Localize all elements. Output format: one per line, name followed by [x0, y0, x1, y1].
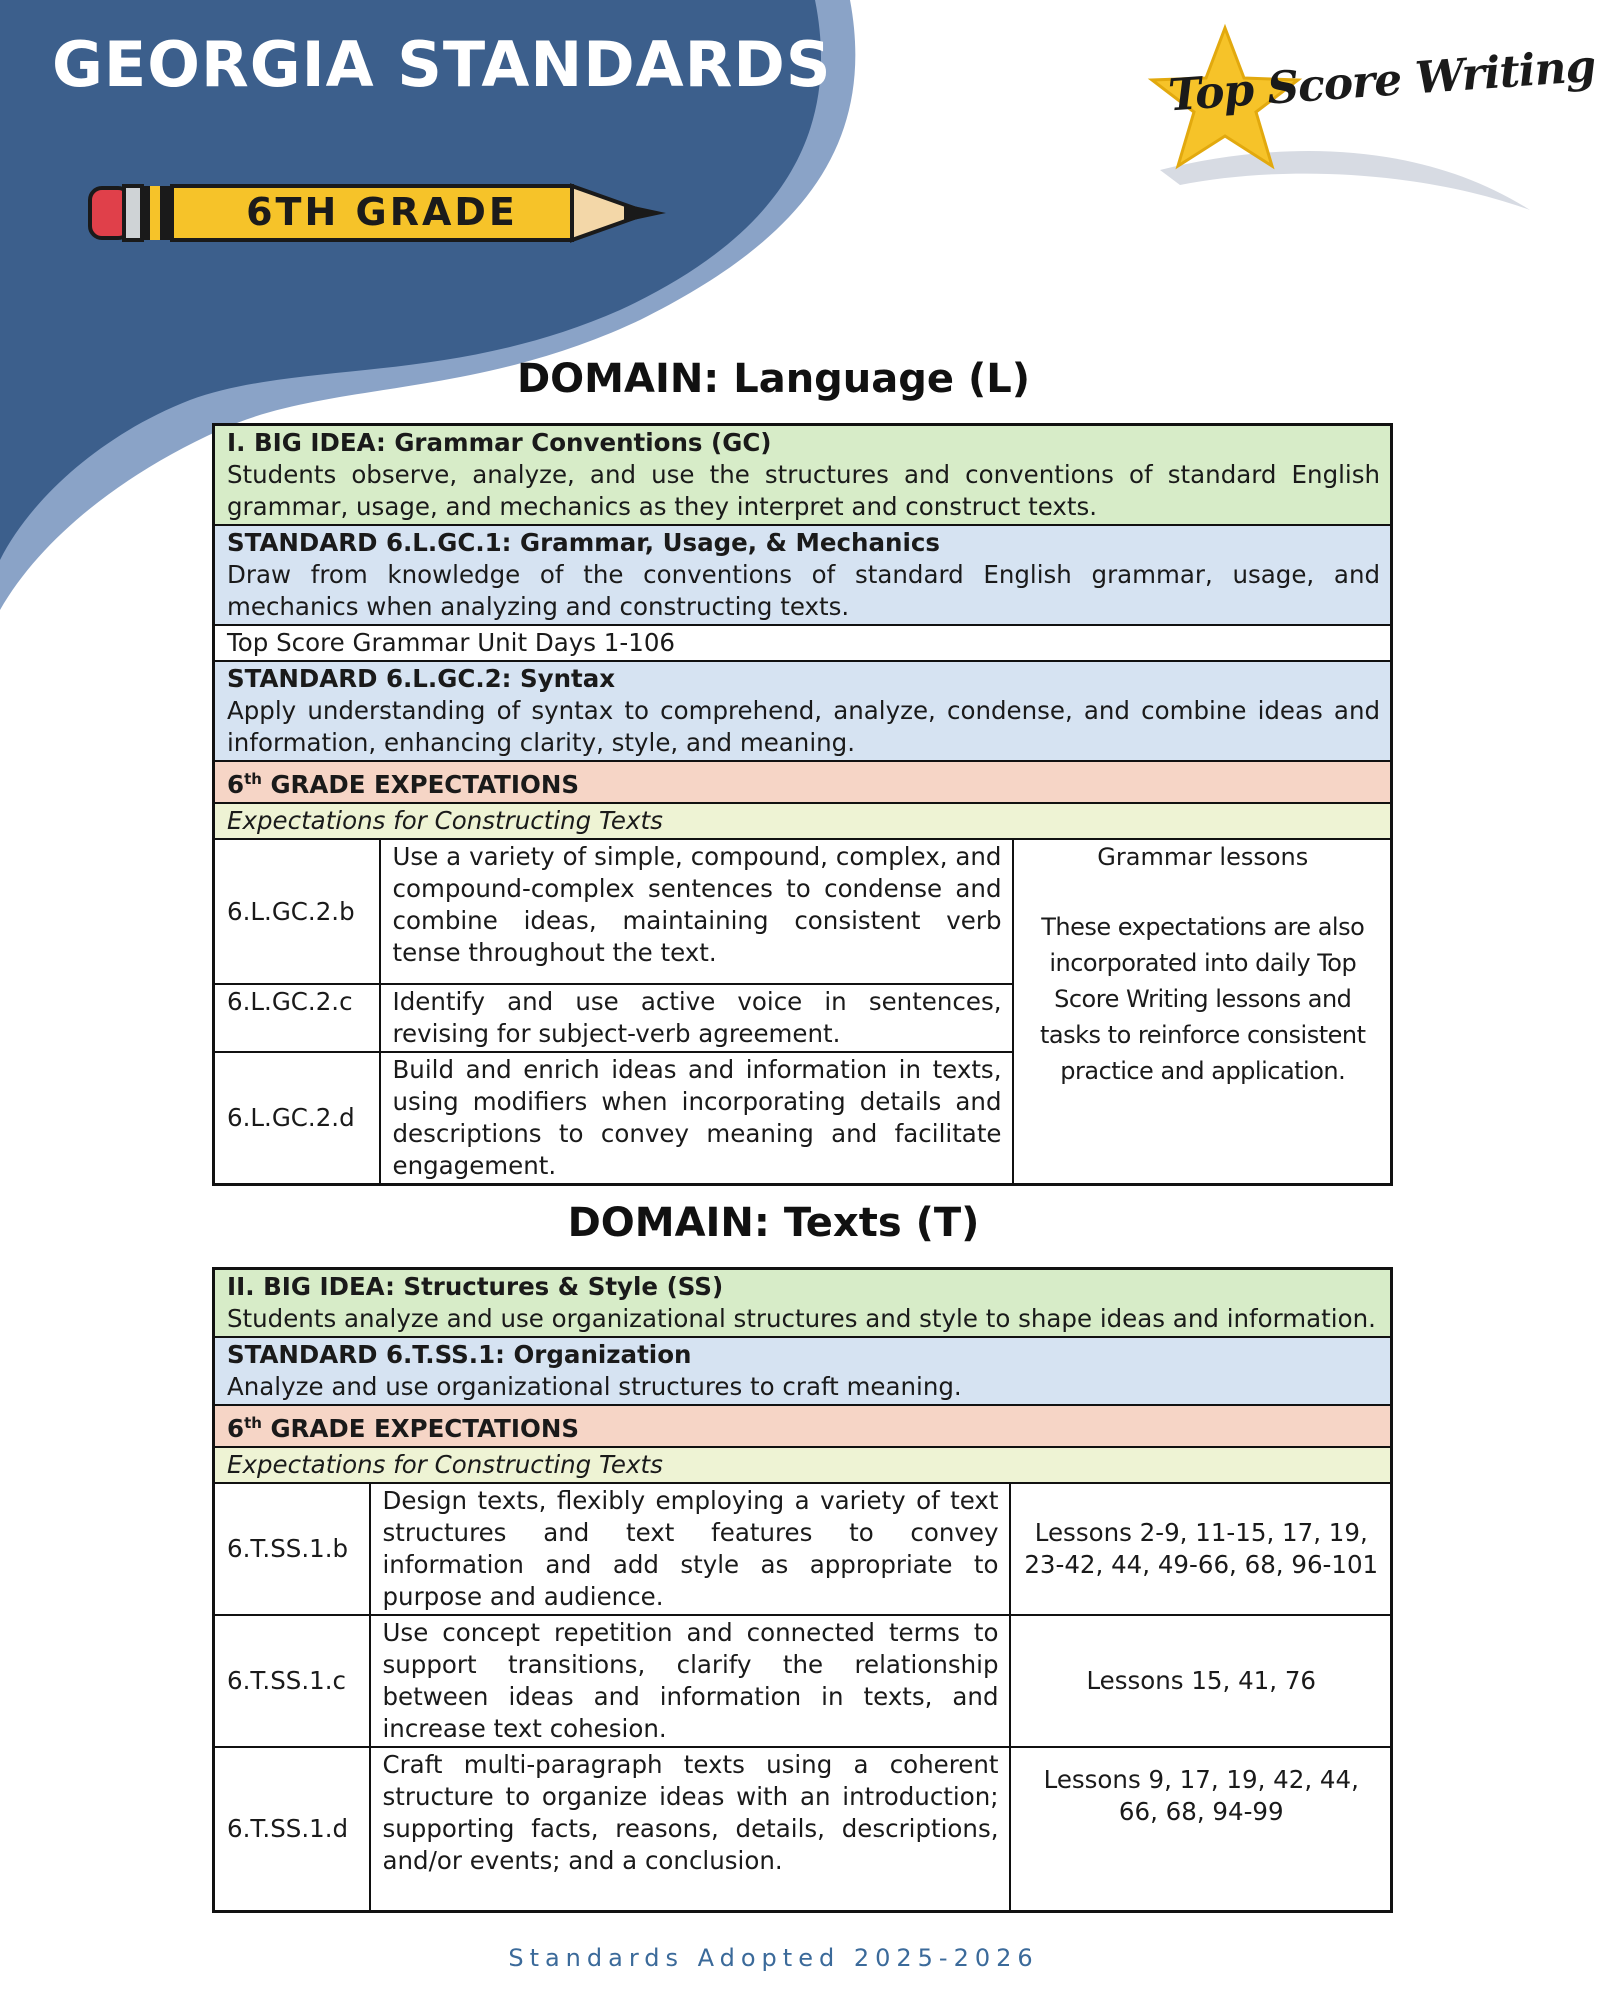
expectation-code: 6.T.SS.1.c — [214, 1615, 370, 1747]
page-title: GEORGIA STANDARDS — [52, 28, 832, 101]
grammar-lessons-cell — [1013, 839, 1392, 1185]
texts-standards-table — [212, 1267, 1393, 1913]
lessons-cell: Lessons 2-9, 11-15, 17, 19, 23-42, 44, 49-66, 68, 96-101 — [1010, 1483, 1392, 1615]
big-idea-row — [214, 1269, 1392, 1338]
standard-title: STANDARD 6.L.GC.2: Syntax — [227, 664, 616, 693]
lessons-cell: Lessons 9, 17, 19, 42, 44, 66, 68, 94-99 — [1010, 1747, 1392, 1911]
constructing-texts-row — [214, 1447, 1392, 1483]
logo-text: Top Score Writing — [1166, 40, 1597, 122]
expectation-text: Identify and use active voice in sentences, revising for subject-verb agreement. — [380, 984, 1013, 1052]
expectation-row — [214, 839, 1392, 984]
lessons-cell: Lessons 15, 41, 76 — [1010, 1615, 1392, 1747]
grade-expectations-row — [214, 761, 1392, 803]
footer-adoption-note: Standards Adopted 2025-2026 — [508, 1944, 1039, 1972]
standard-description: Draw from knowledge of the conventions of standard English grammar, usage, and mechanics when analyzing and constructing texts. — [227, 560, 1381, 621]
domain-language-title: DOMAIN: Language (L) — [516, 356, 1031, 402]
grade-label: 6TH GRADE — [246, 190, 518, 234]
resource-row — [214, 625, 1392, 661]
standard-row — [214, 525, 1392, 625]
expectation-code: 6.L.GC.2.b — [214, 839, 380, 984]
grammar-lessons-note: These expectations are also incorporated into daily Top Score Writing lessons and tasks to reinforce consistent practice and application. — [1040, 913, 1366, 1086]
grade-expectations-heading: 6th GRADE EXPECTATIONS — [227, 1414, 579, 1444]
standard-title: STANDARD 6.L.GC.1: Grammar, Usage, & Mechanics — [227, 528, 940, 557]
constructing-texts-row — [214, 803, 1392, 839]
expectation-code: 6.T.SS.1.b — [214, 1483, 370, 1615]
expectation-text: Craft multi-paragraph texts using a coherent structure to organize ideas with an introduction; supporting facts, reasons, details, descriptions, and/or events; and a conclusion. — [370, 1747, 1010, 1911]
expectation-row — [214, 1747, 1392, 1911]
expectation-code: 6.T.SS.1.d — [214, 1747, 370, 1911]
big-idea-title: II. BIG IDEA: Structures & Style (SS) — [227, 1272, 724, 1301]
big-idea-title: I. BIG IDEA: Grammar Conventions (GC) — [227, 428, 772, 457]
big-idea-row — [214, 425, 1392, 526]
grammar-unit-resource: Top Score Grammar Unit Days 1-106 — [214, 625, 1392, 661]
expectation-text: Build and enrich ideas and information in texts, using modifiers when incorporating details and descriptions to convey meaning and facilitate engagement. — [380, 1052, 1013, 1185]
expectation-text: Design texts, flexibly employing a variety of text structures and text features to convey information and add style as appropriate to purpose and audience. — [370, 1483, 1010, 1615]
standard-row — [214, 1337, 1392, 1405]
expectation-text: Use a variety of simple, compound, complex, and compound-complex sentences to condense and combine ideas, maintaining consistent verb tense throughout the text. — [380, 839, 1013, 984]
expectation-code: 6.L.GC.2.d — [214, 1052, 380, 1185]
grade-expectations-heading: 6th GRADE EXPECTATIONS — [227, 770, 579, 800]
big-idea-description: Students analyze and use organizational structures and style to shape ideas and information. — [227, 1304, 1376, 1333]
standard-row — [214, 661, 1392, 761]
domain-texts-title: DOMAIN: Texts (T) — [567, 1200, 980, 1246]
constructing-texts-label: Expectations for Constructing Texts — [214, 803, 1392, 839]
constructing-texts-label: Expectations for Constructing Texts — [214, 1447, 1392, 1483]
standard-description: Analyze and use organizational structures to craft meaning. — [227, 1372, 962, 1401]
expectation-text: Use concept repetition and connected terms to support transitions, clarify the relationship between ideas and information in texts, and increase text cohesion. — [370, 1615, 1010, 1747]
expectation-code: 6.L.GC.2.c — [214, 984, 380, 1052]
grade-expectations-row — [214, 1405, 1392, 1447]
language-standards-table — [212, 423, 1393, 1186]
standard-description: Apply understanding of syntax to comprehend, analyze, condense, and combine ideas and information, enhancing clarity, style, and meaning. — [227, 696, 1381, 757]
grammar-lessons-title: Grammar lessons — [1097, 843, 1309, 872]
standard-title: STANDARD 6.T.SS.1: Organization — [227, 1340, 692, 1369]
expectation-row — [214, 1615, 1392, 1747]
expectation-row — [214, 1483, 1392, 1615]
big-idea-description: Students observe, analyze, and use the structures and conventions of standard English grammar, usage, and mechanics as they interpret and construct texts. — [227, 460, 1381, 521]
